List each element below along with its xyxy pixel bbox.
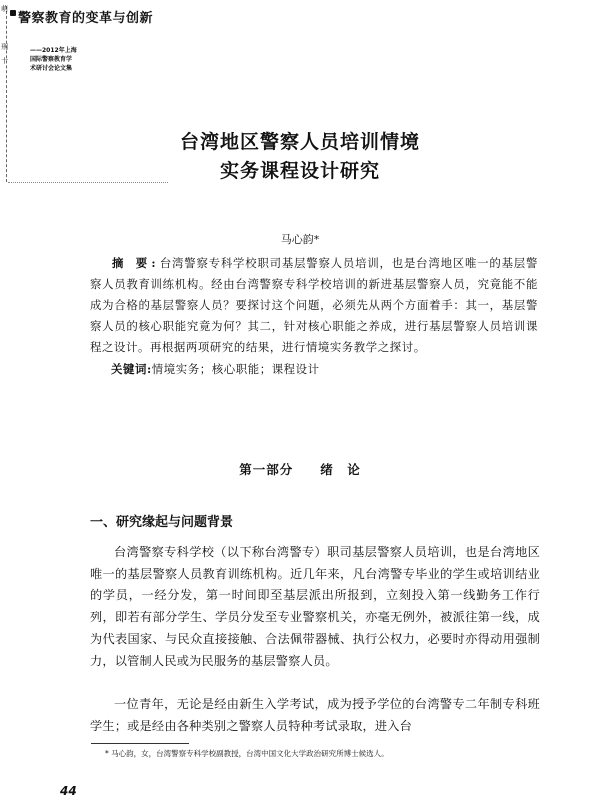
article-title-line-2: 实务课程设计研究	[219, 160, 380, 182]
abstract-text: 台湾警察专科学校职司基层警察人员培训，也是台湾地区唯一的基层警察人员教育训练机构。经由台湾警察专科学校培训的新进基层警察人员，究竟能不能成为合格的基层警察人员？要探讨这个问题，必须先从两个方面着手：其一，基层警察人员的核心职能究竟为何？其二，针对核心职能之养成，进行基层警察人员培训课程之设计。再根据两项研究的结果，进行情境实务教学之探讨。	[90, 256, 539, 354]
body-paragraph: 一位青年，无论是经由新生入学考试，成为授予学位的台湾警专二年制专科班学生；或是经由各种类别之警察人员特种考试录取，进入台	[90, 697, 540, 733]
author-name: 马心韵*	[280, 233, 320, 246]
footnote: * 马心韵，女，台湾警察专科学校副教授，台湾中国文化大学政治研究所博士候选人。	[105, 749, 389, 758]
abstract	[90, 253, 538, 358]
conference-meta-line: 国际警察教育学	[30, 56, 73, 63]
keywords-label: 关键词:	[111, 362, 152, 376]
conference-meta-line: 术研讨会论文集	[30, 65, 73, 72]
header-bullet-icon	[10, 10, 16, 16]
series-title: 警察教育的变革与创新	[18, 11, 154, 26]
margin-glyph: 萌	[1, 5, 8, 13]
footnote-divider	[91, 743, 189, 744]
section-heading: 一、研究缘起与问题背景	[90, 515, 234, 530]
conference-meta-line: ——2012年上海	[30, 47, 77, 54]
margin-glyph: 十	[1, 57, 8, 65]
abstract-label: 摘 要:	[112, 256, 160, 270]
article-title-line-1: 台湾地区警察人员培训情境	[179, 131, 420, 153]
margin-glyph: 刑	[1, 43, 8, 51]
keywords	[111, 361, 541, 377]
keywords-text: 情境实务；核心职能；课程设计	[151, 362, 320, 376]
page-number: 44	[60, 784, 77, 798]
part-heading: 第一部分 绪 论	[239, 462, 361, 477]
body-paragraph: 台湾警察专科学校（以下称台湾警专）职司基层警察人员培训，也是台湾地区唯一的基层警察人员教育训练机构。近几年来，凡台湾警专毕业的学生或培训结业的学员，一经分发，第一时间即至基层派出所报到，立刻投入第一线勤务工作行列，即若有部分学生、学员分发至专业警察机关，亦毫无例外，被派往第一线，成为代表国家、与民众直接接触、合法佩带器械、执行公权力，必要时亦得动用强制力，以管制人民或为民服务的基层警察人员。	[90, 545, 540, 668]
